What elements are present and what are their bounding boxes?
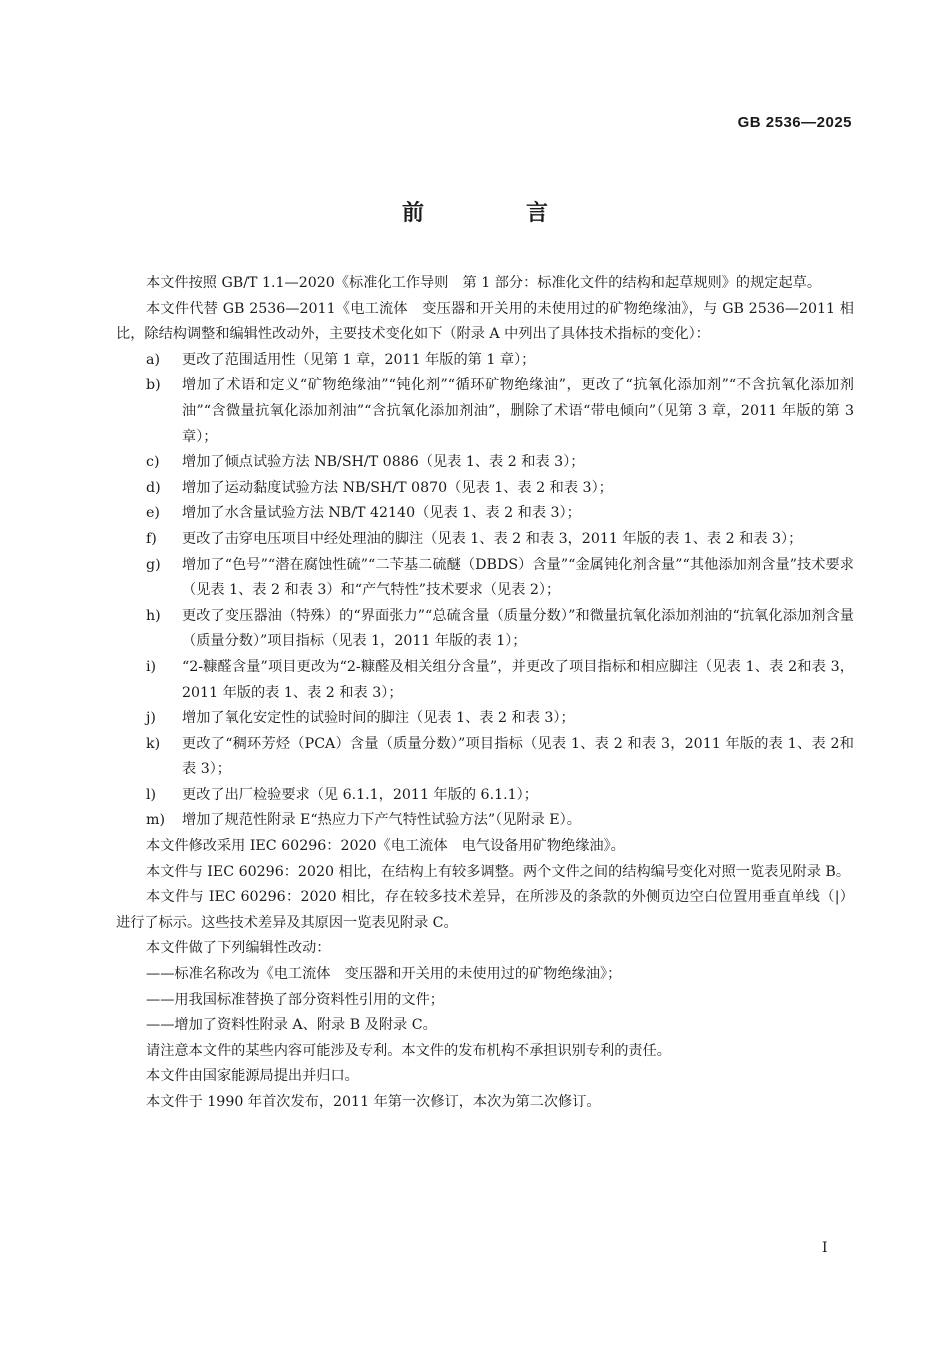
page-number: I [822,1240,828,1256]
list-marker: m) [146,812,165,829]
list-item-text: 更改了范围适用性（见第 1 章，2011 年版的第 1 章）； [182,351,536,368]
list-item-text: 更改了变压器油（特殊）的“界面张力”“总硫含量（质量分数）”和微量抗氧化添加剂油的“抗氧化添加剂含量（质量分数）”项目指标（见表 1，2011 年版的表 1）； [182,607,854,650]
list-marker: c) [146,454,160,471]
change-item-c [116,450,854,476]
change-item-j [116,706,854,732]
change-item-d [116,476,854,502]
list-item-text: 更改了击穿电压项目中经处理油的脚注（见表 1、表 2 和表 3，2011 年版的表 1、表 2 和表 3）； [182,530,803,547]
change-item-b [116,373,854,450]
history-paragraph: 本文件于 1990 年首次发布，2011 年第一次修订，本次为第二次修订。 [146,1094,601,1110]
change-item-i [116,655,854,706]
list-item-text: 增加了氧化安定性的试验时间的脚注（见表 1、表 2 和表 3）； [182,710,575,727]
list-marker: g) [146,556,161,573]
list-item-text: 增加了倾点试验方法 NB/SH/T 0886（见表 1、表 2 和表 3）； [182,454,585,471]
editorial-change-item: ——增加了资料性附录 A、附录 B 及附录 C。 [146,1017,437,1034]
change-item-g [116,553,854,604]
list-marker: a) [146,351,160,368]
intro-paragraph-1: 本文件按照 GB/T 1.1—2020《标准化工作导则 第 1 部分：标准化文件的结构和起草规则》的规定起草。 [146,275,822,291]
change-item-a [116,348,854,374]
standard-code: GB 2536—2025 [737,114,852,131]
change-item-e [116,501,854,527]
list-item-text: 增加了水含量试验方法 NB/T 42140（见表 1、表 2 和表 3）； [182,505,581,522]
list-marker: k) [146,735,161,752]
list-item-text: 增加了运动黏度试验方法 NB/SH/T 0870（见表 1、表 2 和表 3）； [182,479,613,496]
technical-differences-paragraph: 本文件与 IEC 60296：2020 相比，存在较多技术差异，在所涉及的条款的外侧页边空白位置用垂直单线（|）进行了标示。这些技术差异及其原因一览表见附录 C。 [116,889,854,931]
list-marker: h) [146,607,161,624]
list-marker: i) [146,658,157,675]
list-item-text: 增加了规范性附录 E“热应力下产气特性试验方法”（见附录 E）。 [182,812,581,829]
editorial-intro-paragraph: 本文件做了下列编辑性改动： [146,940,331,957]
adoption-paragraph: 本文件修改采用 IEC 60296：2020《电工流体 电气设备用矿物绝缘油》。 [146,838,625,855]
change-item-l [116,783,854,809]
list-item-text: 增加了“色号”“潜在腐蚀性硫”“二苄基二硫醚（DBDS）含量”“金属钝化剂含量”“其他添加剂含量”技术要求（见表 1、表 2 和表 3）和“产气特性”技术要求（见表 2）； [182,556,854,599]
proposer-paragraph: 本文件由国家能源局提出并归口。 [146,1068,359,1085]
change-item-f [116,527,854,553]
structure-paragraph: 本文件与 IEC 60296：2020 相比，在结构上有较多调整。两个文件之间的结构编号变化对照一览表见附录 B。 [146,863,851,880]
list-item-text: “2-糠醛含量”项目更改为“2-糠醛及相关组分含量”，并更改了项目指标和相应脚注（见表 1、表 2和表 3，2011 年版的表 1、表 2 和表 3）； [182,658,854,701]
change-item-h [116,604,854,655]
document-body [116,271,854,1116]
list-marker: e) [146,505,160,522]
list-item-text: 更改了“稠环芳烃（PCA）含量（质量分数）”项目指标（见表 1、表 2 和表 3，2011 年版的表 1、表 2和表 3）； [182,735,854,778]
intro-paragraph-2: 本文件代替 GB 2536—2011《电工流体 变压器和开关用的未使用过的矿物绝缘油》，与 GB 2536—2011 相比，除结构调整和编辑性改动外，主要技术变化如下（附录 A 中列出了具体技术指标的变化）： [116,300,854,343]
list-marker: b) [146,377,161,394]
change-item-k [116,732,854,783]
list-marker: l) [146,786,157,803]
patent-notice-paragraph: 请注意本文件的某些内容可能涉及专利。本文件的发布机构不承担识别专利的责任。 [146,1042,671,1059]
list-item-text: 更改了出厂检验要求（见 6.1.1，2011 年版的 6.1.1）； [182,786,538,803]
list-item-text: 增加了术语和定义“矿物绝缘油”“钝化剂”“循环矿物绝缘油”，更改了“抗氧化添加剂”“不含抗氧化添加剂油”“含微量抗氧化添加剂油”“含抗氧化添加剂油”，删除了术语“带电倾向”（见第 3 章，2011 年版的第 3 章）； [182,377,854,445]
list-marker: d) [146,479,161,496]
list-marker: f) [146,530,157,547]
change-item-m [116,808,854,834]
editorial-change-item: ——用我国标准替换了部分资料性引用的文件； [146,991,444,1008]
editorial-change-item: ——标准名称改为《电工流体 变压器和开关用的未使用过的矿物绝缘油》； [146,966,622,983]
list-marker: j) [146,710,156,727]
page-title: 前 言 [401,201,588,226]
